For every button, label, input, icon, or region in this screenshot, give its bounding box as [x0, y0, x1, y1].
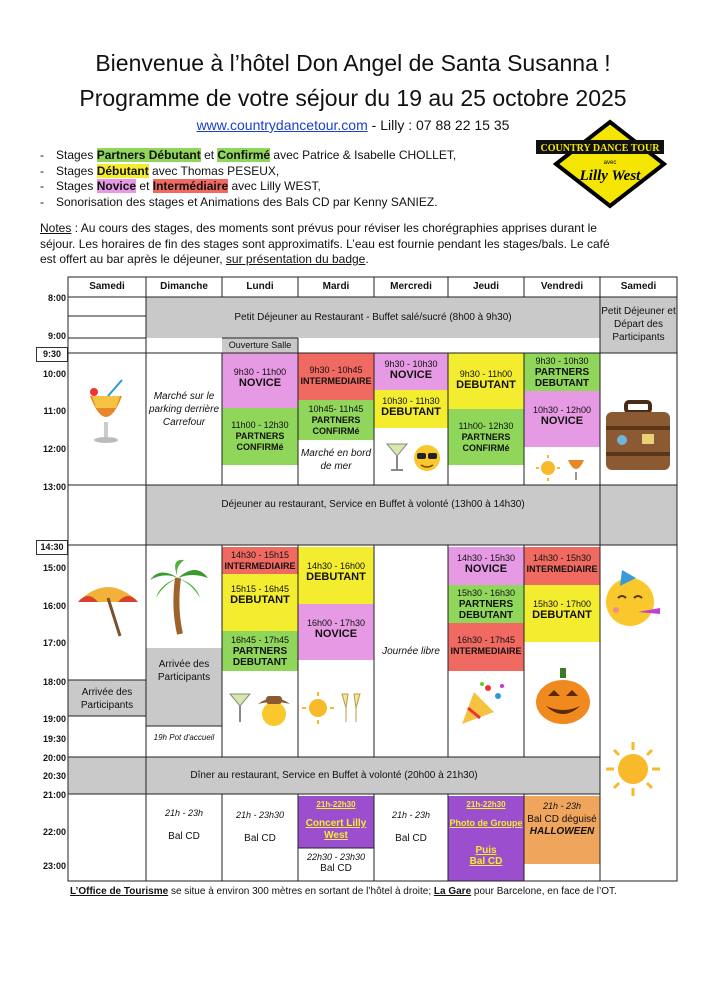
dinner-band: Dîner au restaurant, Service en Buffet à volonté (20h00 à 21h30) — [68, 757, 600, 794]
lunch-band-sat — [600, 485, 677, 545]
photo-groupe-bal: 21h-22h30 Photo de Groupe Puis Bal CD — [448, 796, 524, 881]
sun-cocktail-icon — [536, 452, 590, 482]
stage-item: - Stages Partners Débutant et Confirmé avec Patrice & Isabelle CHOLLET, — [40, 148, 456, 164]
stage-ven-intermediaire: 14h30 - 15h30 INTERMEDIAIRE — [524, 547, 600, 585]
breakfast-band: Petit Déjeuner au Restaurant - Buffet salé/sucré (8h00 à 9h30) — [146, 297, 600, 338]
day-header: Vendredi — [540, 281, 584, 292]
time-label-boxed: 9:30 — [36, 347, 68, 362]
party-popper-icon — [458, 680, 506, 726]
cocktail-sunglasses-icon — [385, 440, 441, 474]
stage-jeu-novice: 14h30 - 15h30 NOVICE — [448, 547, 524, 585]
day-header: Samedi — [89, 281, 125, 292]
website-link[interactable]: www.countrydancetour.com — [196, 117, 368, 133]
party-face-icon — [602, 568, 664, 630]
stage-ven-novice: 10h30 - 12h00 NOVICE — [524, 391, 600, 447]
page-subtitle: Programme de votre séjour du 19 au 25 octobre 2025 — [79, 85, 627, 111]
dim-marche: Marché sur le parking derrière Carrefour — [148, 391, 220, 428]
svg-text:avec: avec — [603, 160, 617, 166]
stage-mar-intermediaire: 9h30 - 10h45 INTERMEDIAIRE — [298, 353, 374, 400]
palm-tree-icon — [150, 558, 208, 636]
lunch-band: Déjeuner au restaurant, Service en Buffet à volonté (13h00 à 14h30) — [146, 485, 600, 545]
stage-ven-partners-debutant: 9h30 - 10h30 PARTNERS DEBUTANT — [524, 353, 600, 391]
stage-mer-debutant: 10h30 - 11h30 DEBUTANT — [374, 390, 448, 428]
time-label: 11:00 — [43, 406, 66, 416]
stage-lun-debutant: 15h15 - 16h45 DEBUTANT — [222, 574, 298, 631]
time-label: 16:00 — [42, 601, 66, 611]
time-label: 19:00 — [42, 714, 66, 724]
time-label: 20:30 — [42, 771, 66, 781]
stage-jeu-debutant: 9h30 - 11h00 DEBUTANT — [448, 353, 524, 409]
bal-mar: 22h30 - 23h30 Bal CD — [306, 852, 366, 874]
stage-mar-partners-confirme: 10h45- 11h45 PARTNERS CONFIRMé — [298, 400, 374, 440]
time-label: 15:00 — [42, 563, 66, 573]
stage-ven-debutant: 15h30 - 17h00 DEBUTANT — [524, 585, 600, 642]
bal-mer: 21h - 23h Bal CD — [391, 810, 431, 844]
day-header: Jeudi — [472, 281, 500, 292]
bal-lun: 21h - 23h30 Bal CD — [235, 810, 285, 844]
mar-marche: Marché en bord de mer — [300, 448, 372, 472]
sam-arrivee: Arrivée des Participants — [68, 680, 146, 716]
stage-mar-novice: 16h00 - 17h30 NOVICE — [298, 604, 374, 660]
concert-lilly-west: 21h-22h30 Concert Lilly West — [298, 796, 374, 848]
time-label: 12:00 — [42, 444, 66, 454]
day-header: Mercredi — [390, 281, 432, 292]
time-label: 9:00 — [47, 331, 66, 341]
day-header: Mardi — [322, 281, 350, 292]
stage-jeu-partners-debutant: 15h30 - 16h30 PARTNERS DEBUTANT — [448, 585, 524, 623]
stage-mar-debutant: 14h30 - 16h00 DEBUTANT — [298, 547, 374, 604]
footer-note: L’Office de Tourisme se situe à environ 300 mètres en sortant de l’hôtel à droite; La Gare pour Barcelone, en face de l’OT. — [70, 886, 617, 897]
time-label-boxed: 14:30 — [36, 540, 68, 555]
time-label: 17:00 — [42, 638, 66, 648]
time-label: 8:00 — [47, 293, 66, 303]
ouverture-salle: Ouverture Salle — [222, 338, 298, 353]
bal-dim: 21h - 23h Bal CD — [164, 808, 204, 842]
notes-paragraph: Notes : Au cours des stages, des moments sont prévus pour réviser les chorégraphies apprises durant le séjour. Les horaires de fin des stages sont approximatifs. L’eau est fournie pendant les stages/bals. Le café est offert au bar après le déjeuner, sur présentation du badge. — [40, 221, 610, 266]
bal-halloween: 21h - 23h Bal CD déguisé HALLOWEEN — [524, 796, 600, 864]
stage-lun-partners-confirme: 11h00 - 12h30 PARTNERS CONFIRMé — [222, 408, 298, 465]
dim-arrivee: Arrivée des Participants — [146, 648, 222, 726]
page-title: Bienvenue à l’hôtel Don Angel de Santa Susanna ! — [95, 50, 611, 76]
time-label: 18:00 — [42, 677, 66, 687]
stage-item: - Stages Novice et Intermédiaire avec Lilly WEST, — [40, 179, 456, 195]
stage-lun-novice: 9h30 - 11h00 NOVICE — [222, 353, 298, 408]
sun-icon — [604, 740, 662, 798]
day-header: Dimanche — [160, 281, 208, 292]
svg-text:Lilly West: Lilly West — [579, 168, 641, 184]
day-header: Lundi — [246, 281, 274, 292]
stage-lun-partners-debutant: 16h45 - 17h45 PARTNERS DEBUTANT — [222, 631, 298, 671]
time-label: 10:00 — [42, 369, 66, 379]
time-label: 23:00 — [42, 861, 66, 871]
time-label: 19:30 — [42, 734, 66, 744]
phone-text: - Lilly : 07 88 22 15 35 — [367, 117, 510, 133]
sat-departure: Petit Déjeuner et Départ des Participants — [600, 297, 677, 353]
stage-mer-novice: 9h30 - 10h30 NOVICE — [374, 353, 448, 390]
pot-accueil: 19h Pot d'accueil — [153, 733, 215, 742]
cocktail-icon — [84, 378, 128, 448]
stage-jeu-partners-confirme: 11h00- 12h30 PARTNERS CONFIRMé — [448, 409, 524, 465]
suitcase-icon — [602, 400, 674, 478]
mer-journee-libre: Journée libre — [382, 646, 440, 657]
stage-lun-intermediaire: 14h30 - 15h15 INTERMEDIAIRE — [222, 547, 298, 574]
stage-item: - Stages Débutant avec Thomas PESEUX, — [40, 164, 456, 180]
svg-text:COUNTRY DANCE TOUR: COUNTRY DANCE TOUR — [540, 143, 660, 154]
sun-champagne-icon — [302, 690, 366, 726]
time-label: 22:00 — [42, 827, 66, 837]
time-label: 20:00 — [42, 753, 66, 763]
cocktail-cowboy-icon — [228, 690, 292, 728]
day-header: Samedi — [620, 281, 657, 292]
time-label: 13:00 — [42, 482, 66, 492]
beach-umbrella-icon — [74, 576, 142, 638]
pumpkin-icon — [534, 666, 592, 726]
time-label: 21:00 — [42, 790, 66, 800]
stage-item: - Sonorisation des stages et Animations des Bals CD par Kenny SANIEZ. — [40, 195, 456, 211]
stage-jeu-intermediaire: 16h30 - 17h45 INTERMEDIAIRE — [448, 623, 524, 671]
